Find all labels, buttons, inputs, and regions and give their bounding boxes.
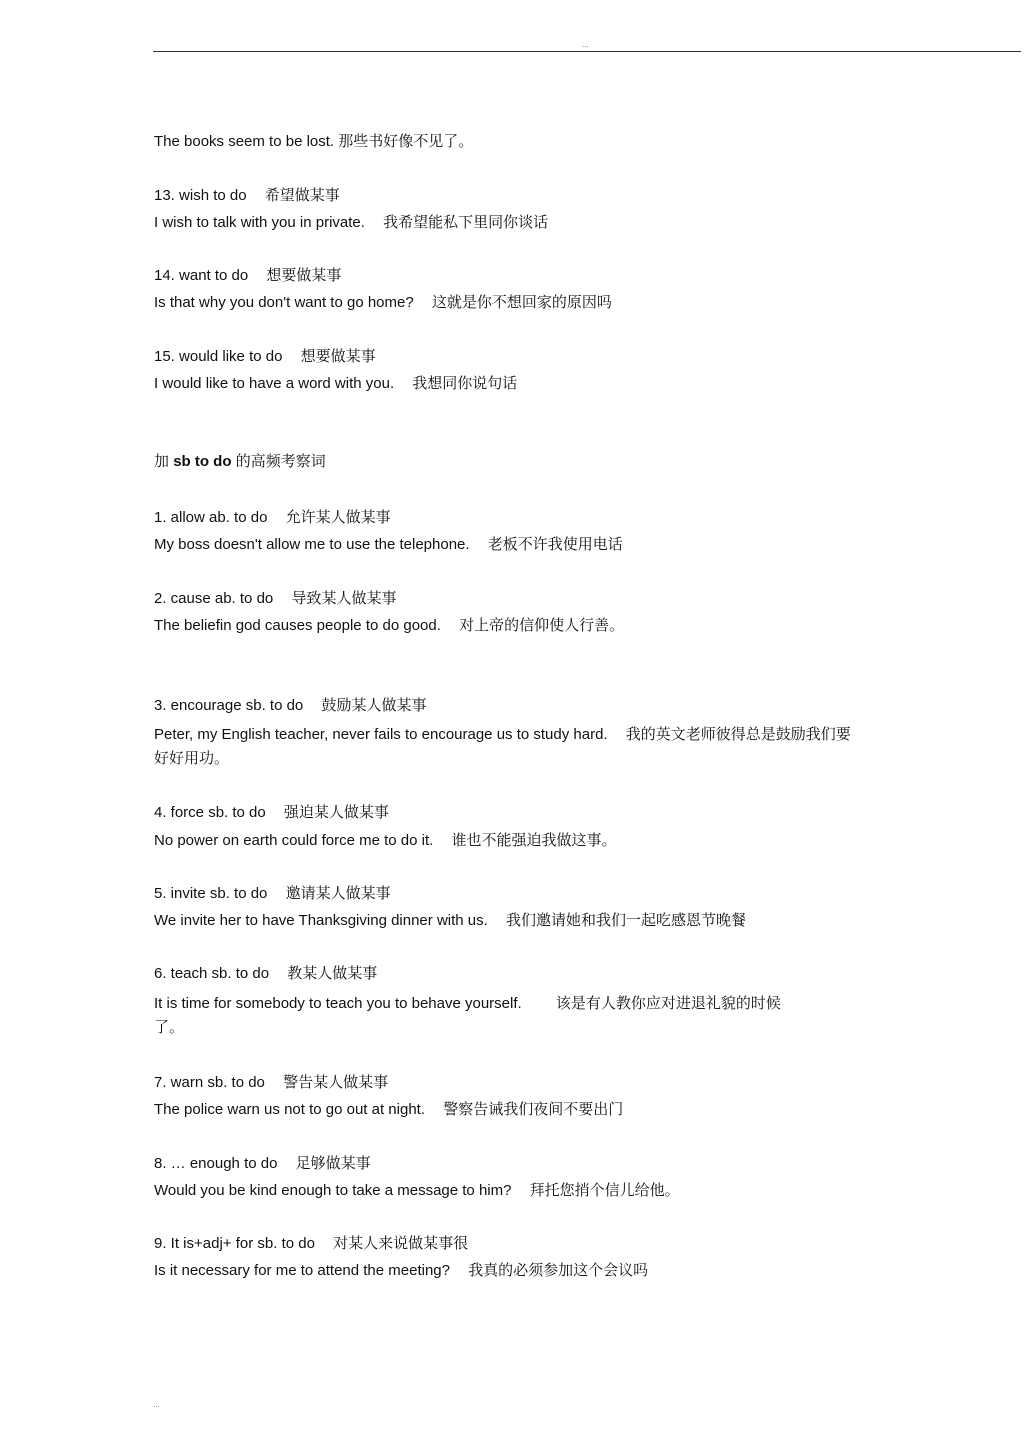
example-translation: 警察告诫我们夜间不要出门 — [443, 1101, 624, 1118]
entry-meaning: 允许某人做某事 — [285, 509, 391, 526]
entry-meaning: 导致某人做某事 — [291, 590, 397, 607]
entry-13-head — [154, 186, 340, 206]
entry-14-head — [154, 266, 341, 286]
entry-meaning: 想要做某事 — [300, 348, 376, 365]
entry-8-example — [154, 1181, 680, 1201]
entry-15-head — [154, 347, 376, 367]
example-sentence: It is time for somebody to teach you to behave yourself. — [154, 995, 522, 1012]
example-sentence: Is it necessary for me to attend the meeting? — [154, 1262, 450, 1279]
entry-meaning: 强迫某人做某事 — [283, 804, 389, 821]
example-translation: 我希望能私下里同你谈话 — [383, 214, 549, 231]
entry-9-example — [154, 1261, 648, 1281]
entry-3-example — [154, 723, 854, 771]
example-translation: 我的英文老师彼得总是鼓励我们要好好用功。 — [154, 726, 851, 767]
entry-4-head — [154, 803, 389, 823]
entry-phrase: wish to do — [179, 187, 247, 204]
entry-number: 14. — [154, 267, 175, 284]
entry-13-example — [154, 213, 548, 233]
entry-7-head — [154, 1073, 388, 1093]
example-sentence: The beliefin god causes people to do good. — [154, 617, 441, 634]
entry-meaning: 警告某人做某事 — [283, 1074, 389, 1091]
entry-phrase: 6. teach sb. to do — [154, 965, 270, 982]
entry-phrase: want to do — [179, 267, 249, 284]
footer-marker: ... — [153, 1400, 160, 1409]
entry-1-example — [154, 535, 623, 555]
entry-meaning: 想要做某事 — [266, 267, 342, 284]
example-translation: 谁也不能强迫我做这事。 — [451, 832, 617, 849]
entry-meaning: 鼓励某人做某事 — [321, 697, 427, 714]
example-sentence: Is that why you don't want to go home? — [154, 294, 414, 311]
entry-meaning: 足够做某事 — [295, 1155, 371, 1172]
example-translation: 这就是你不想回家的原因吗 — [431, 294, 612, 311]
example-sentence: No power on earth could force me to do it. — [154, 832, 434, 849]
entry-5-head — [154, 884, 391, 904]
heading-term: sb to do — [173, 453, 232, 470]
example-sentence: Would you be kind enough to take a message to him? — [154, 1182, 512, 1199]
example-translation: 该是有人教你应对进退礼貌的时候了。 — [154, 995, 781, 1036]
example-translation: 我想同你说句话 — [412, 375, 518, 392]
entry-8-head — [154, 1154, 371, 1174]
entry-meaning: 希望做某事 — [264, 187, 340, 204]
header-marker: ... — [582, 40, 589, 49]
example-sentence: Peter, my English teacher, never fails to encourage us to study hard. — [154, 726, 608, 743]
entry-phrase: 7. warn sb. to do — [154, 1074, 265, 1091]
entry-14-example — [154, 293, 612, 313]
example-translation: 老板不许我使用电话 — [487, 536, 623, 553]
entry-2-head — [154, 589, 396, 609]
entry-4-example — [154, 831, 617, 851]
entry-6-head — [154, 964, 377, 984]
entry-meaning: 对某人来说做某事很 — [333, 1235, 469, 1252]
example-translation: 我真的必须参加这个会议吗 — [468, 1262, 649, 1279]
example-sentence: We invite her to have Thanksgiving dinner with us. — [154, 912, 488, 929]
entry-number: 15. — [154, 348, 175, 365]
entry-number: 13. — [154, 187, 175, 204]
entry-9-head — [154, 1234, 468, 1254]
entry-6-example — [154, 992, 804, 1040]
entry-phrase: 9. It is+adj+ for sb. to do — [154, 1235, 315, 1252]
example-sentence: I wish to talk with you in private. — [154, 214, 365, 231]
entry-meaning: 邀请某人做某事 — [285, 885, 391, 902]
example-sentence: My boss doesn't allow me to use the telephone. — [154, 536, 470, 553]
intro-example: The books seem to be lost. 那些书好像不见了。 — [154, 133, 474, 150]
heading-suffix: 的高频考察词 — [235, 453, 326, 470]
entry-7-example — [154, 1100, 623, 1120]
entry-phrase: would like to do — [179, 348, 283, 365]
section-heading — [154, 452, 326, 472]
entry-phrase: 8. … enough to do — [154, 1155, 278, 1172]
entry-3-head — [154, 696, 426, 716]
example-sentence: I would like to have a word with you. — [154, 375, 395, 392]
example-translation: 我们邀请她和我们一起吃感恩节晚餐 — [505, 912, 746, 929]
example-translation: 对上帝的信仰使人行善。 — [459, 617, 625, 634]
entry-phrase: 5. invite sb. to do — [154, 885, 268, 902]
entry-meaning: 教某人做某事 — [287, 965, 378, 982]
entry-15-example — [154, 374, 517, 394]
heading-prefix: 加 — [154, 453, 170, 470]
entry-1-head — [154, 508, 391, 528]
example-sentence: The police warn us not to go out at night. — [154, 1101, 426, 1118]
entry-phrase: 2. cause ab. to do — [154, 590, 274, 607]
entry-phrase: 4. force sb. to do — [154, 804, 266, 821]
header-rule — [153, 51, 1021, 52]
entry-5-example — [154, 911, 746, 931]
example-translation: 拜托您捎个信儿给他。 — [529, 1182, 680, 1199]
entry-phrase: 1. allow ab. to do — [154, 509, 268, 526]
entry-2-example — [154, 616, 624, 636]
entry-phrase: 3. encourage sb. to do — [154, 697, 304, 714]
